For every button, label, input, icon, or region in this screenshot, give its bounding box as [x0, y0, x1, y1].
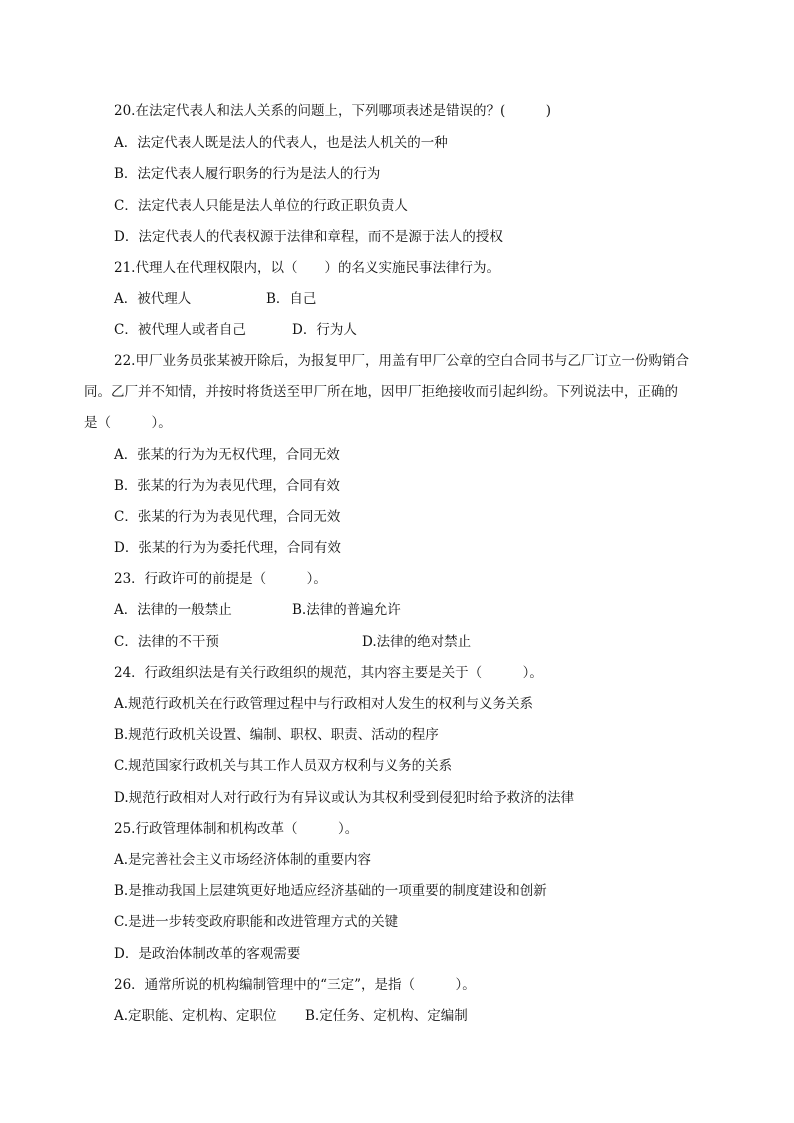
question-21-stem: 21.代理人在代理权限内，以（ ）的名义实施民事法律行为。: [114, 260, 500, 276]
question-23-option-d: D.法律的绝对禁止: [362, 634, 472, 650]
question-21-option-d: D．行为人: [292, 322, 357, 338]
question-24-option-b: B.规范行政机关设置、编制、职权、职责、活动的程序: [114, 727, 439, 743]
question-20-option-a: A．法定代表人既是法人的代表人，也是法人机关的一种: [114, 135, 448, 151]
question-21-option-c: C．被代理人或者自己: [114, 322, 246, 338]
question-26-stem: 26．通常所说的机构编制管理中的“三定”，是指（ ）。: [114, 977, 476, 993]
question-22-stem-line-2: 同。乙厂并不知情，并按时将货送至甲厂所在地，因甲厂拒绝接收而引起纠纷。下列说法中，正确的: [84, 384, 678, 400]
question-22-option-d: D．张某的行为为委托代理，合同有效: [114, 540, 341, 556]
question-23-option-b: B.法律的普遍允许: [292, 602, 401, 618]
question-25-stem: 25.行政管理体制和机构改革（ ）。: [114, 821, 359, 837]
question-24-stem: 24．行政组织法是有关行政组织的规范，其内容主要是关于（ ）。: [114, 665, 543, 681]
question-20-option-b: B．法定代表人履行职务的行为是法人的行为: [114, 166, 381, 182]
question-22-option-a: A．张某的行为为无权代理，合同无效: [114, 447, 340, 463]
question-21-option-a: A．被代理人: [114, 291, 192, 307]
question-25-option-d: D．是政治体制改革的客观需要: [114, 946, 301, 962]
question-23-stem: 23．行政许可的前提是（ ）。: [114, 571, 327, 587]
question-21-option-b: B．自己: [266, 291, 317, 307]
question-26-option-a: A.定职能、定机构、定职位: [114, 1008, 277, 1024]
question-26-option-b: B.定任务、定机构、定编制: [305, 1008, 468, 1024]
question-23-option-c: C．法律的不干预: [114, 634, 219, 650]
question-22-stem-line-1: 22.甲厂业务员张某被开除后，为报复甲厂，用盖有甲厂公章的空白合同书与乙厂订立一份购销合: [114, 353, 689, 369]
question-25-option-b: B.是推动我国上层建筑更好地适应经济基础的一项重要的制度建设和创新: [114, 883, 547, 899]
question-20-stem: 20.在法定代表人和法人关系的问题上，下列哪项表述是错误的？( ): [114, 103, 552, 119]
question-25-option-c: C.是进一步转变政府职能和改进管理方式的关键: [114, 914, 399, 930]
question-22-stem-line-3: 是（ ）。: [84, 415, 172, 431]
question-22-option-c: C．张某的行为为表见代理，合同无效: [114, 509, 341, 525]
question-24-option-d: D.规范行政相对人对行政行为有异议或认为其权利受到侵犯时给予救济的法律: [114, 790, 575, 806]
question-22-option-b: B．张某的行为为表见代理，合同有效: [114, 478, 340, 494]
question-25-option-a: A.是完善社会主义市场经济体制的重要内容: [114, 852, 372, 868]
question-20-option-d: D．法定代表人的代表权源于法律和章程，而不是源于法人的授权: [114, 229, 503, 245]
question-24-option-c: C.规范国家行政机关与其工作人员双方权利与义务的关系: [114, 758, 453, 774]
question-20-option-c: C．法定代表人只能是法人单位的行政正职负责人: [114, 198, 408, 214]
question-24-option-a: A.规范行政机关在行政管理过程中与行政相对人发生的权利与义务关系: [114, 696, 534, 712]
question-23-option-a: A．法律的一般禁止: [114, 602, 232, 618]
